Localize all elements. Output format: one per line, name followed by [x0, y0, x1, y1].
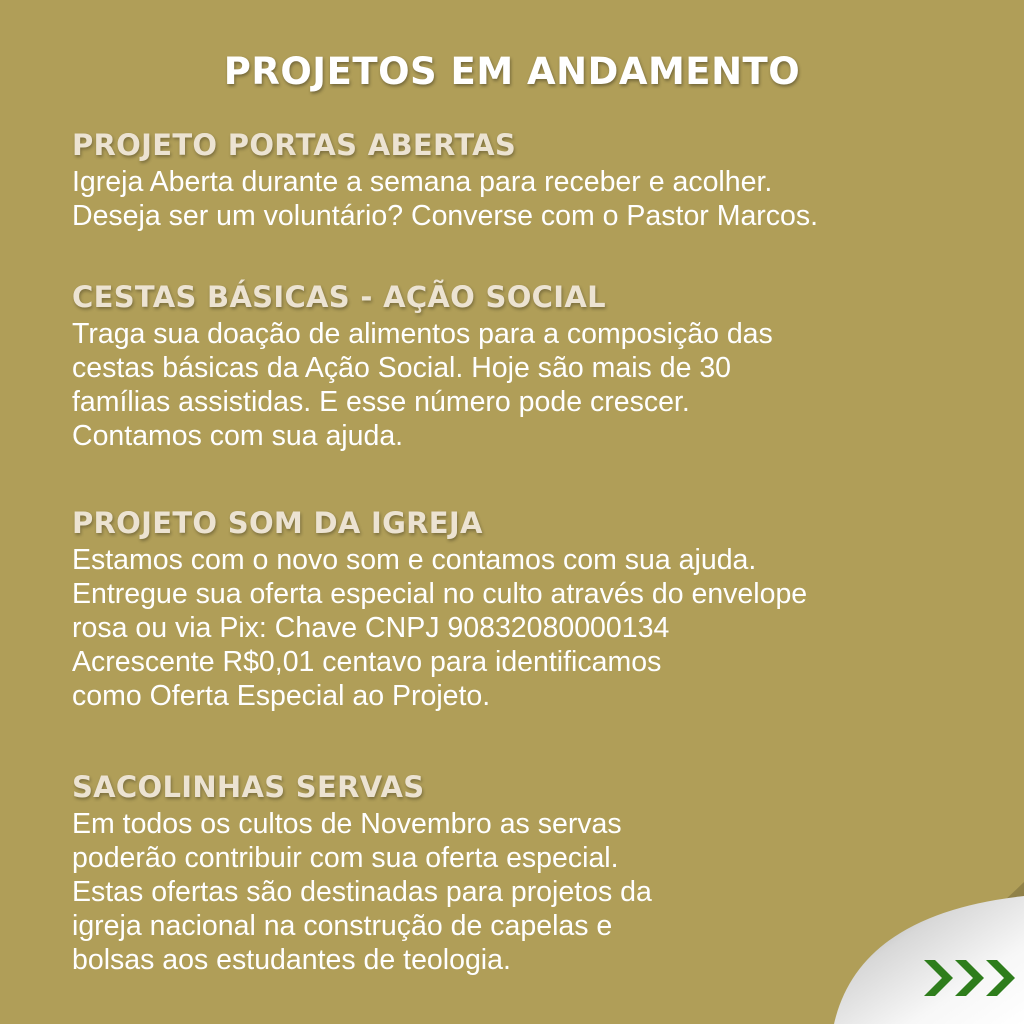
- section-text-line: como Oferta Especial ao Projeto.: [72, 680, 491, 712]
- section-text-line: Entregue sua oferta especial no culto através do envelope: [72, 578, 808, 610]
- page-curl-next[interactable]: [804, 874, 1024, 1024]
- section-cestas-basicas: [72, 279, 972, 453]
- section-text-line: igreja nacional na construção de capelas e: [72, 910, 613, 942]
- section-text-line: poderão contribuir com sua oferta especial.: [72, 842, 619, 874]
- section-heading: PROJETO PORTAS ABERTAS: [72, 128, 517, 162]
- section-text-line: Estas ofertas são destinadas para projetos da: [72, 876, 652, 908]
- section-text-line: bolsas aos estudantes de teologia.: [72, 944, 511, 976]
- section-portas-abertas: [72, 127, 972, 233]
- section-body: [72, 165, 972, 233]
- section-text-line: Contamos com sua ajuda.: [72, 420, 404, 452]
- section-heading: CESTAS BÁSICAS - AÇÃO SOCIAL: [72, 280, 606, 314]
- section-text-line: rosa ou via Pix: Chave CNPJ 90832080000134: [72, 612, 670, 644]
- section-text-line: Estamos com o novo som e contamos com sua ajuda.: [72, 544, 757, 576]
- section-heading: PROJETO SOM DA IGREJA: [72, 506, 483, 540]
- section-body: [72, 317, 972, 453]
- section-som-da-igreja: [72, 505, 972, 713]
- section-text-line: Igreja Aberta durante a semana para receber e acolher.: [72, 166, 773, 198]
- section-text-line: cestas básicas da Ação Social. Hoje são mais de 30: [72, 352, 732, 384]
- section-text-line: Deseja ser um voluntário? Converse com o Pastor Marcos.: [72, 200, 819, 232]
- page-title: PROJETOS EM ANDAMENTO: [223, 50, 801, 93]
- section-text-line: Traga sua doação de alimentos para a composição das: [72, 318, 773, 350]
- section-text-line: Em todos os cultos de Novembro as servas: [72, 808, 622, 840]
- section-text-line: Acrescente R$0,01 centavo para identificamos: [72, 646, 662, 678]
- section-heading: SACOLINHAS SERVAS: [72, 770, 425, 804]
- section-body: [72, 543, 972, 713]
- section-text-line: famílias assistidas. E esse número pode crescer.: [72, 386, 690, 418]
